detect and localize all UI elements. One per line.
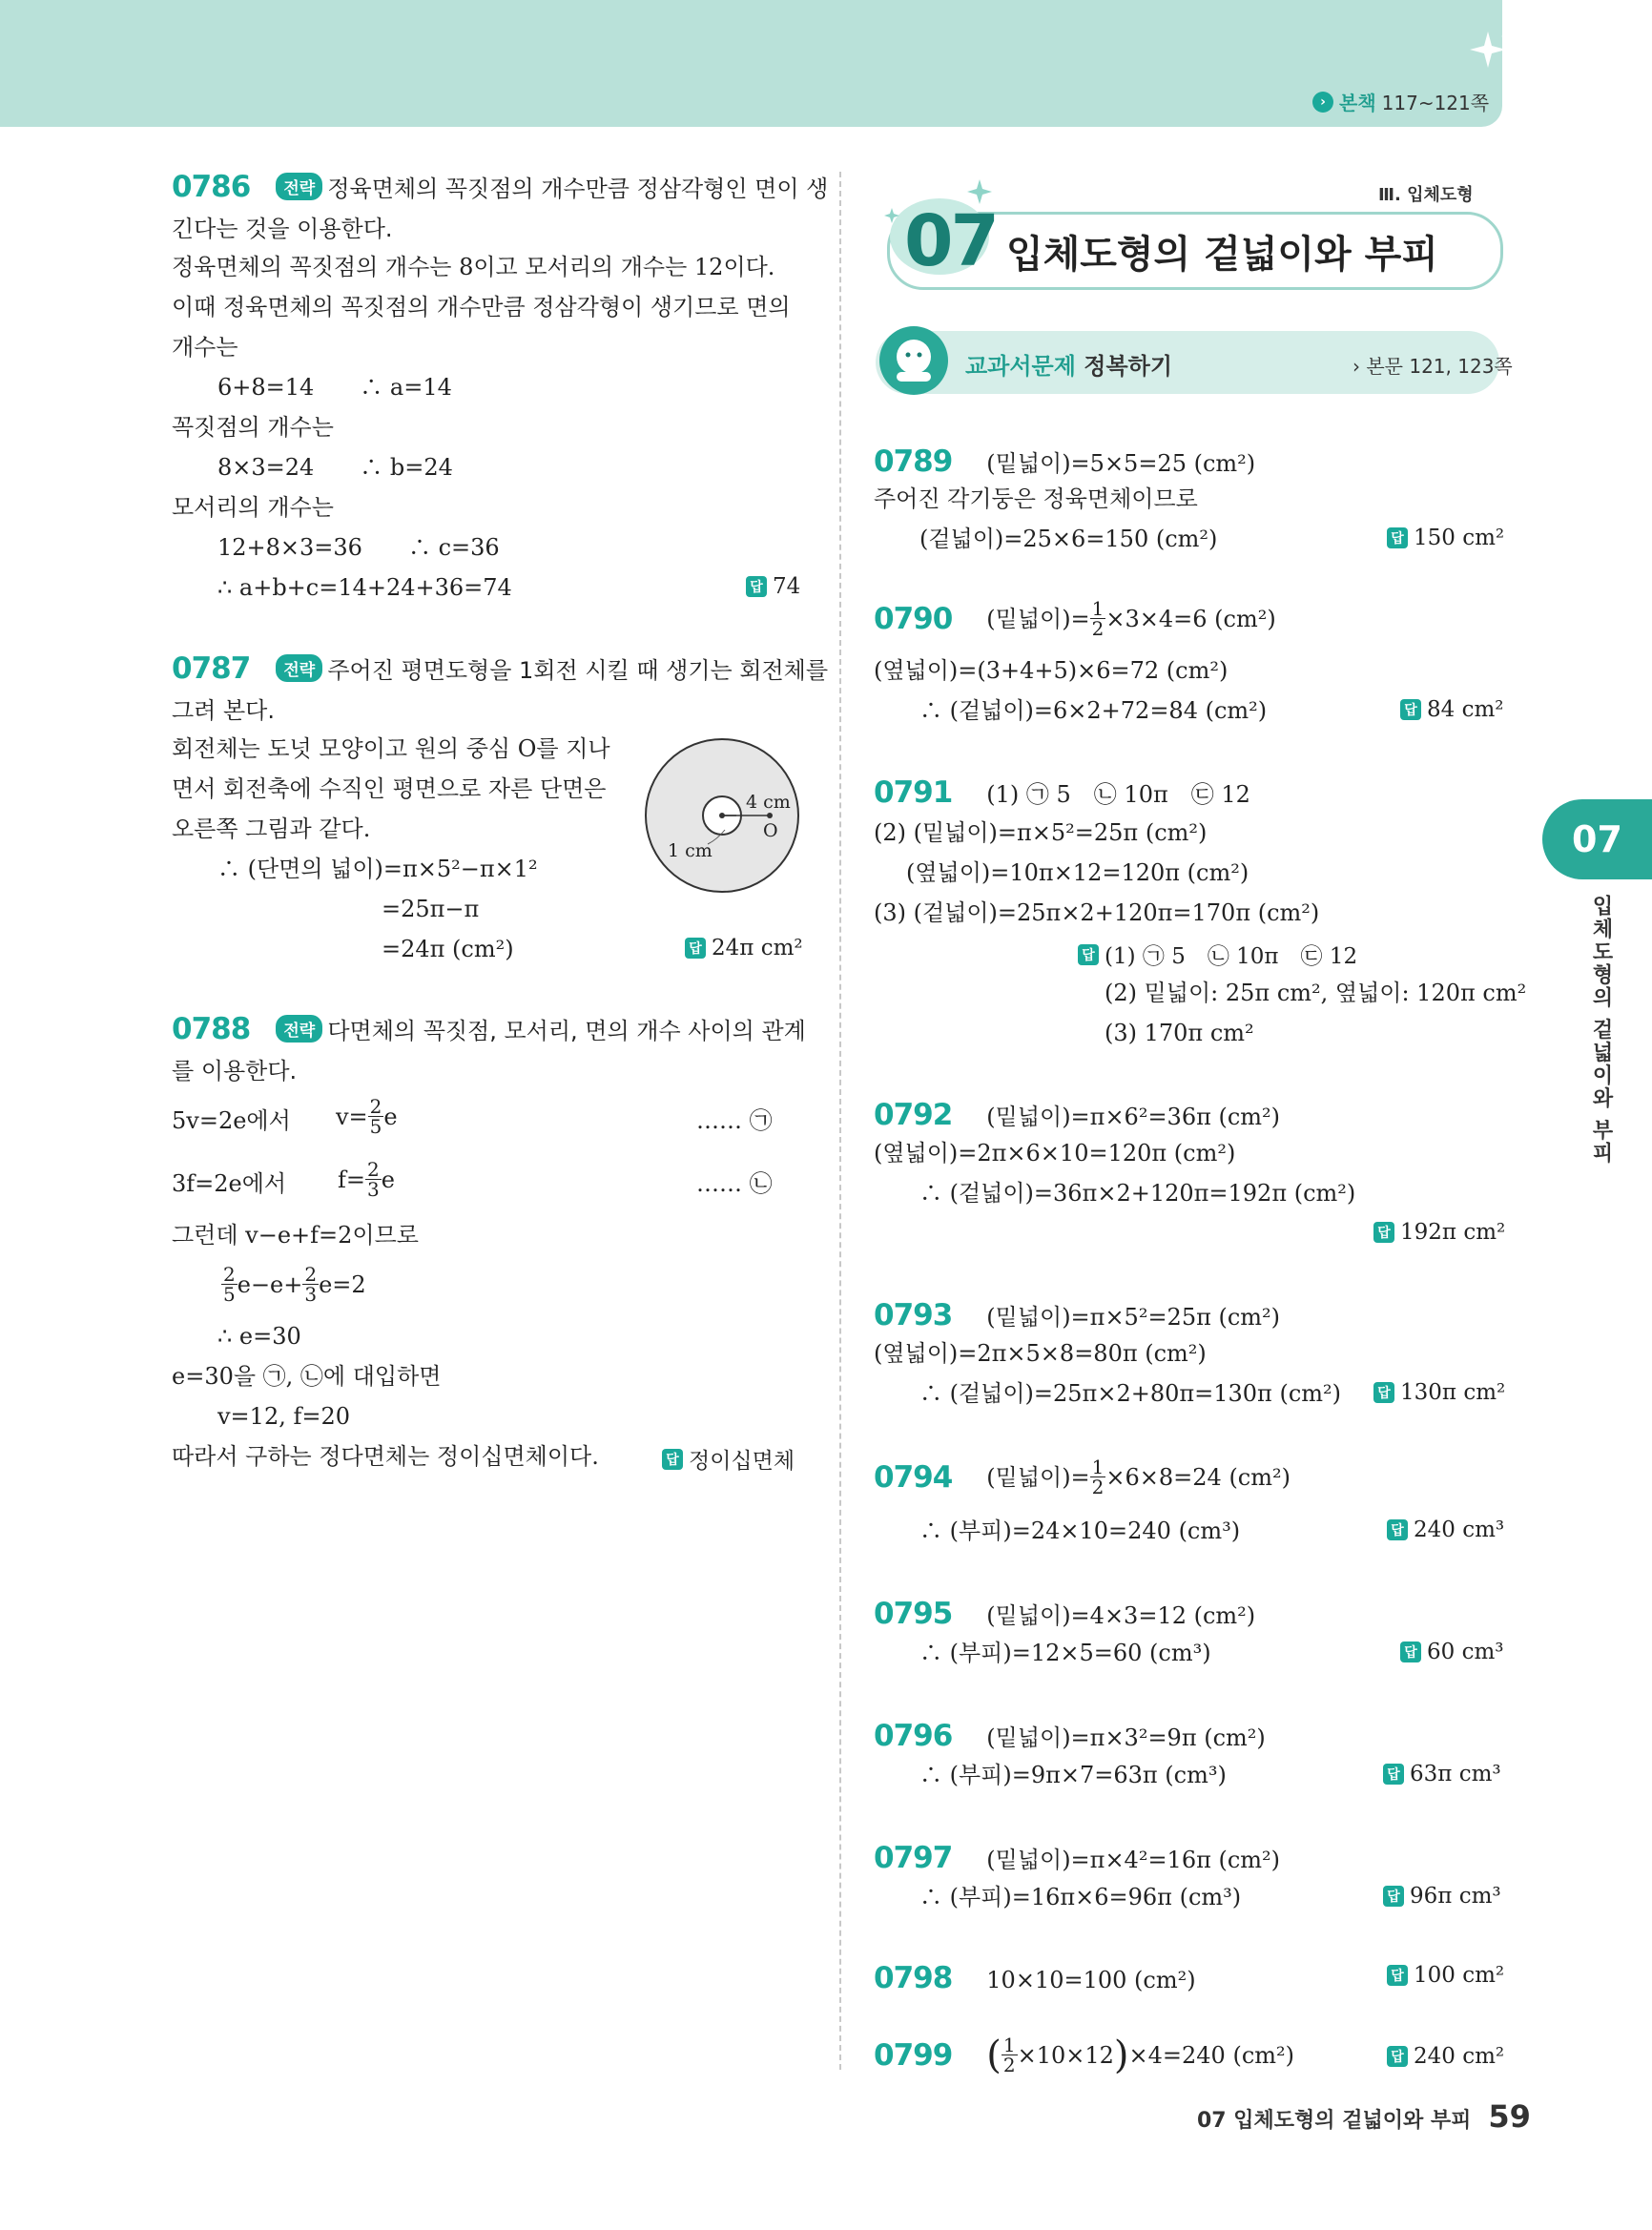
solution-equation: $\frac{2}{5}$ e−e+ $\frac{2}{3}$ e=2	[223, 1263, 366, 1306]
annulus-cross-section-figure	[641, 734, 803, 897]
chapter-title: 입체도형의 겉넓이와 부피	[1006, 233, 1438, 277]
sparkle-icon	[1459, 27, 1517, 74]
answer-mark-icon: 답	[1387, 527, 1408, 548]
problem-0791: 0791 (1) ㉠ 5 ㉡ 10π ㉢ 12	[874, 775, 1250, 810]
solution-line: ∴ (겉넓이)=36π×2+120π=192π (cm²)	[919, 1180, 1356, 1207]
answer: 답 74	[746, 574, 800, 599]
chevron-right-icon: ›	[1312, 92, 1333, 113]
ref-label: 본책	[1339, 92, 1376, 114]
answer: 답 60 cm³	[1400, 1640, 1504, 1664]
solution-line: 따라서 구하는 정다면체는 정이십면체이다.	[172, 1443, 599, 1470]
solution-line: =24π (cm²)	[382, 936, 514, 962]
top-band	[0, 0, 1502, 127]
solution-line: =25π−π	[382, 896, 480, 922]
solution-line: 주어진 각기둥은 정육면체이므로	[874, 485, 1198, 512]
strategy-text-cont: 그려 본다.	[172, 697, 275, 724]
problem-0794: 0794 (밑넓이)= $\frac{1}{2}$ ×6×8=24 (cm²)	[874, 1456, 1291, 1498]
solution-line: ∴ (단면의 넓이)=π×5²−π×1²	[217, 856, 538, 882]
answer-mark-icon: 답	[662, 1449, 683, 1470]
answer-mark-icon: 답	[685, 938, 706, 959]
solution-line: (옆넓이)=2π×5×8=80π (cm²)	[874, 1340, 1207, 1367]
problem-0798: 0798 10×10=100 (cm²)	[874, 1961, 1196, 1995]
solution-line: ∴ (부피)=16π×6=96π (cm³)	[919, 1884, 1242, 1910]
problem-0795: 0795 (밑넓이)=4×3=12 (cm²)	[874, 1597, 1256, 1631]
solution-line: (겉넓이)=25×6=150 (cm²)	[919, 526, 1218, 552]
problem-0786-header	[172, 170, 828, 204]
problem-0792: 0792 (밑넓이)=π×6²=36π (cm²)	[874, 1098, 1281, 1132]
chapter-side-tab: 07	[1542, 799, 1652, 879]
chapter-side-title: 입체도형의 겉넓이와 부피	[1589, 895, 1613, 1166]
problem-0790: 0790 (밑넓이)= $\frac{1}{2}$ ×3×4=6 (cm²)	[874, 597, 1276, 640]
strategy-text: 정육면체의 꼭짓점의 개수만큼 정삼각형인 면이 생	[327, 176, 829, 202]
page-number: 59	[1488, 2098, 1531, 2135]
solution-line: (옆넓이)=(3+4+5)×6=72 (cm²)	[874, 657, 1229, 684]
strategy-text-cont: 긴다는 것을 이용한다.	[172, 216, 393, 242]
solution-line: (옆넓이)=10π×12=120π (cm²)	[906, 859, 1249, 886]
solution-line: 모서리의 개수는	[172, 494, 334, 521]
solution-line: ∴ (부피)=24×10=240 (cm³)	[919, 1518, 1241, 1544]
solution-line: ∴ (부피)=9π×7=63π (cm³)	[919, 1762, 1227, 1788]
answer: 답 96π cm³	[1383, 1884, 1501, 1909]
section-title: 교과서문제 정복하기	[965, 353, 1173, 380]
problem-number: 0786	[172, 170, 251, 204]
answer: 답 63π cm³	[1383, 1762, 1501, 1786]
solution-line: 3f=2e에서	[172, 1170, 287, 1197]
outer-radius-label: 4 cm	[746, 792, 791, 813]
solution-line: ∴ a+b+c=14+24+36=74	[217, 574, 512, 601]
answer-mark-icon: 답	[1373, 1222, 1394, 1243]
strategy-text-cont: 를 이용한다.	[172, 1058, 298, 1084]
solution-line: 오른쪽 그림과 같다.	[172, 816, 371, 842]
problem-0796: 0796 (밑넓이)=π×3²=9π (cm²)	[874, 1719, 1266, 1753]
equation-mark: …… ㉡	[696, 1170, 773, 1197]
solution-line: (3) (겉넓이)=25π×2+120π=170π (cm²)	[874, 899, 1320, 926]
equation-mark: …… ㉠	[696, 1107, 773, 1134]
solution-line: 12+8×3=36 ∴ c=36	[217, 534, 500, 561]
chapter-number: 07	[904, 200, 997, 282]
footer-title: 07 입체도형의 겉넓이와 부피	[1197, 2109, 1472, 2133]
answer: 답 192π cm²	[1373, 1220, 1505, 1245]
problem-0797: 0797 (밑넓이)=π×4²=16π (cm²)	[874, 1841, 1281, 1875]
answer: 답 84 cm²	[1400, 697, 1504, 722]
answer-line: (3) 170π cm²	[1105, 1020, 1254, 1046]
problem-number: 0787	[172, 651, 251, 686]
problem-0799: 0799 ( $\frac{1}{2}$ ×10×12 ) ×4=240 (cm²)	[874, 2033, 1295, 2077]
strategy-text: 주어진 평면도형을 1회전 시킬 때 생기는 회전체를	[327, 657, 829, 684]
book-page-reference	[1312, 88, 1489, 115]
page-footer	[1197, 2098, 1531, 2135]
solution-line: v=12, f=20	[217, 1403, 350, 1430]
answer: 답 150 cm²	[1387, 526, 1504, 550]
answer-mark-icon: 답	[1373, 1382, 1394, 1403]
answer: 답 240 cm³	[1387, 1518, 1504, 1542]
solution-line: 5v=2e에서	[172, 1107, 291, 1134]
solution-line: 회전체는 도넛 모양이고 원의 중심 O를 지나	[172, 735, 610, 762]
inner-radius-label: 1 cm	[668, 840, 712, 861]
problem-0788-header	[172, 1012, 806, 1046]
solution-line: 그런데 v−e+f=2이므로	[172, 1222, 419, 1249]
solution-line: ∴ (부피)=12×5=60 (cm³)	[919, 1640, 1211, 1666]
problem-0787-header	[172, 651, 828, 686]
solution-line: ∴ (겉넓이)=6×2+72=84 (cm²)	[919, 697, 1268, 724]
problem-0793: 0793 (밑넓이)=π×5²=25π (cm²)	[874, 1298, 1281, 1332]
strategy-tag: 전략	[276, 1015, 322, 1043]
part-label: Ⅲ. 입체도형	[1378, 185, 1474, 205]
solution-line: 8×3=24 ∴ b=24	[217, 454, 453, 481]
solution-line: 개수는	[172, 334, 238, 361]
answer-mark-icon: 답	[1387, 2046, 1408, 2067]
strategy-tag: 전략	[276, 654, 322, 682]
solution-line: 면서 회전축에 수직인 평면으로 자른 단면은	[172, 775, 607, 802]
solution-line: 6+8=14 ∴ a=14	[217, 374, 452, 401]
solution-line: e=30을 ㉠, ㉡에 대입하면	[172, 1363, 442, 1390]
ref-pages: 117~121쪽	[1381, 92, 1490, 114]
answer: 답 정이십면체	[662, 1443, 795, 1475]
solution-line: ∴ (겉넓이)=25π×2+80π=130π (cm²)	[919, 1380, 1341, 1407]
solution-line: 꼭짓점의 개수는	[172, 414, 334, 441]
solution-line: 정육면체의 꼭짓점의 개수는 8이고 모서리의 개수는 12이다.	[172, 254, 775, 280]
solution-line: (2) (밑넓이)=π×5²=25π (cm²)	[874, 819, 1208, 846]
answer-mark-icon: 답	[1078, 944, 1099, 965]
solution-equation: v= $\frac{2}{5}$ e	[336, 1095, 398, 1138]
solution-line: ∴ e=30	[217, 1323, 301, 1350]
answer-mark-icon: 답	[1400, 699, 1421, 720]
answer-line: (2) 밑넓이: 25π cm², 옆넓이: 120π cm²	[1105, 980, 1527, 1006]
answer-mark-icon: 답	[1383, 1764, 1404, 1785]
answer-mark-icon: 답	[746, 576, 767, 597]
answer: 답 100 cm²	[1387, 1963, 1504, 1988]
solution-equation: f= $\frac{2}{3}$ e	[338, 1158, 395, 1201]
solution-line: (옆넓이)=2π×6×10=120π (cm²)	[874, 1140, 1236, 1167]
problem-0789: 0789 (밑넓이)=5×5=25 (cm²)	[874, 444, 1256, 479]
strategy-tag: 전략	[276, 173, 322, 200]
chevron-right-icon: ›	[1353, 355, 1360, 378]
column-divider	[839, 172, 841, 2070]
problem-number: 0788	[172, 1012, 251, 1046]
solution-line: 이때 정육면체의 꼭짓점의 개수만큼 정삼각형이 생기므로 면의	[172, 294, 791, 320]
answer: 답 240 cm²	[1387, 2044, 1504, 2069]
mascot-icon	[879, 326, 948, 395]
section-page-ref: › 본문 121, 123쪽	[1353, 355, 1513, 378]
answer-mark-icon: 답	[1400, 1642, 1421, 1662]
answer: 답 130π cm²	[1373, 1380, 1505, 1405]
answer: 답 (1) ㉠ 5 ㉡ 10π ㉢ 12	[1078, 939, 1357, 970]
answer-mark-icon: 답	[1387, 1519, 1408, 1540]
answer: 답 24π cm²	[685, 936, 803, 960]
answer-mark-icon: 답	[1383, 1886, 1404, 1907]
strategy-text: 다면체의 꼭짓점, 모서리, 면의 개수 사이의 관계	[327, 1018, 806, 1044]
answer-mark-icon: 답	[1387, 1965, 1408, 1986]
center-label: O	[763, 820, 778, 841]
